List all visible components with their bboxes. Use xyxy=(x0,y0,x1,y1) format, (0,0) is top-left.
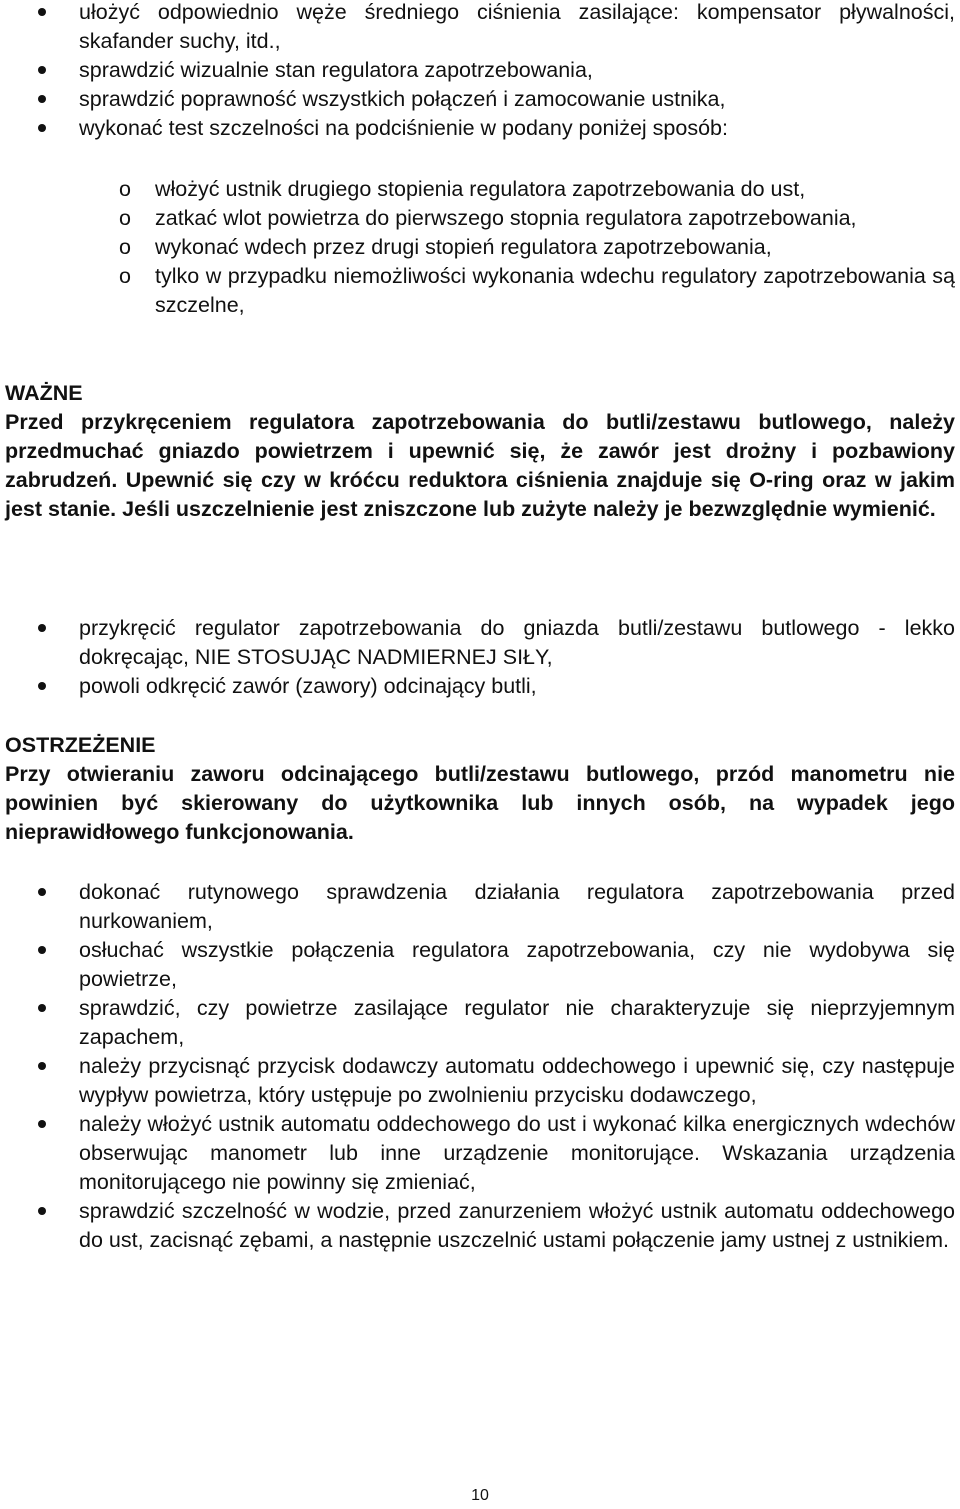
top-bullet-list xyxy=(0,0,955,143)
list-item: sprawdzić wizualnie stan regulatora zapotrzebowania, xyxy=(0,56,955,85)
sublist-item xyxy=(0,233,955,262)
important-heading: WAŻNE xyxy=(5,381,83,405)
bottom-bullet-list xyxy=(0,878,955,1255)
sublist-item-text: tylko w przypadku niemożliwości wykonania wdechu regulatory zapotrzebowania są szczelne, xyxy=(155,264,955,317)
list-item: sprawdzić szczelność w wodzie, przed zanurzeniem włożyć ustnik automatu oddechowego do ust, zacisnąć zębami, a następnie uszczelnić ustami połączenie jamy ustnej z ustnikiem. xyxy=(0,1197,955,1255)
circle-marker: o xyxy=(119,206,131,230)
list-item: wykonać test szczelności na podciśnienie w podany poniżej sposób: xyxy=(0,114,955,143)
sublist-item xyxy=(0,262,955,320)
page-number: 10 xyxy=(471,1487,489,1504)
warning-heading: OSTRZEŻENIE xyxy=(5,733,156,757)
list-item: ułożyć odpowiednio węże średniego ciśnienia zasilające: kompensator pływalności, skafander suchy, itd., xyxy=(0,0,955,56)
list-item: powoli odkręcić zawór (zawory) odcinający butli, xyxy=(0,672,955,701)
sublist-item xyxy=(0,204,955,233)
warning-notice xyxy=(5,731,955,847)
circle-marker: o xyxy=(119,177,131,201)
warning-text: Przy otwieraniu zaworu odcinającego butli/zestawu butlowego, przód manometru nie powinien być skierowany do użytkownika lub innych osób, na wypadek jego nieprawidłowego funkcjonowania. xyxy=(5,762,955,844)
sublist-item-text: włożyć ustnik drugiego stopienia regulatora zapotrzebowania do ust, xyxy=(155,177,806,201)
sublist-item xyxy=(0,175,955,204)
circle-marker: o xyxy=(119,235,131,259)
important-text: Przed przykręceniem regulatora zapotrzebowania do butli/zestawu butlowego, należy przedmuchać gniazdo powietrzem i upewnić się, że zawór jest drożny i pozbawiony zabrudzeń. Upewnić się czy w króćcu reduktora ciśnienia znajduje się O-ring oraz w jakim jest stanie. Jeśli uszczelnienie jest zniszczone lub zużyte należy je bezwzględnie wymienić. xyxy=(5,410,955,521)
list-item: należy przycisnąć przycisk dodawczy automatu oddechowego i upewnić się, czy następuje wypływ powietrza, który ustępuje po zwolnieniu przycisku dodawczego, xyxy=(0,1052,955,1110)
sublist-item-text: wykonać wdech przez drugi stopień regulatora zapotrzebowania, xyxy=(155,235,772,259)
list-item: osłuchać wszystkie połączenia regulatora zapotrzebowania, czy nie wydobywa się powietrze, xyxy=(0,936,955,994)
list-item: sprawdzić poprawność wszystkich połączeń i zamocowanie ustnika, xyxy=(0,85,955,114)
list-item: należy włożyć ustnik automatu oddechowego do ust i wykonać kilka energicznych wdechów obserwując manometr lub inne urządzenie monitorujące. Wskazania urządzenia monitorującego nie powinny się zmieniać, xyxy=(0,1110,955,1197)
circle-marker: o xyxy=(119,264,131,288)
list-item: dokonać rutynowego sprawdzenia działania regulatora zapotrzebowania przed nurkowaniem, xyxy=(0,878,955,936)
important-notice xyxy=(5,379,955,524)
sublist-item-text: zatkać wlot powietrza do pierwszego stopnia regulatora zapotrzebowania, xyxy=(155,206,857,230)
list-item: przykręcić regulator zapotrzebowania do gniazda butli/zestawu butlowego - lekko dokręcając, NIE STOSUJĄC NADMIERNEJ SIŁY, xyxy=(0,614,955,672)
test-steps-sublist xyxy=(0,175,955,320)
middle-bullet-list xyxy=(0,614,955,701)
list-item: sprawdzić, czy powietrze zasilające regulator nie charakteryzuje się nieprzyjemnym zapachem, xyxy=(0,994,955,1052)
